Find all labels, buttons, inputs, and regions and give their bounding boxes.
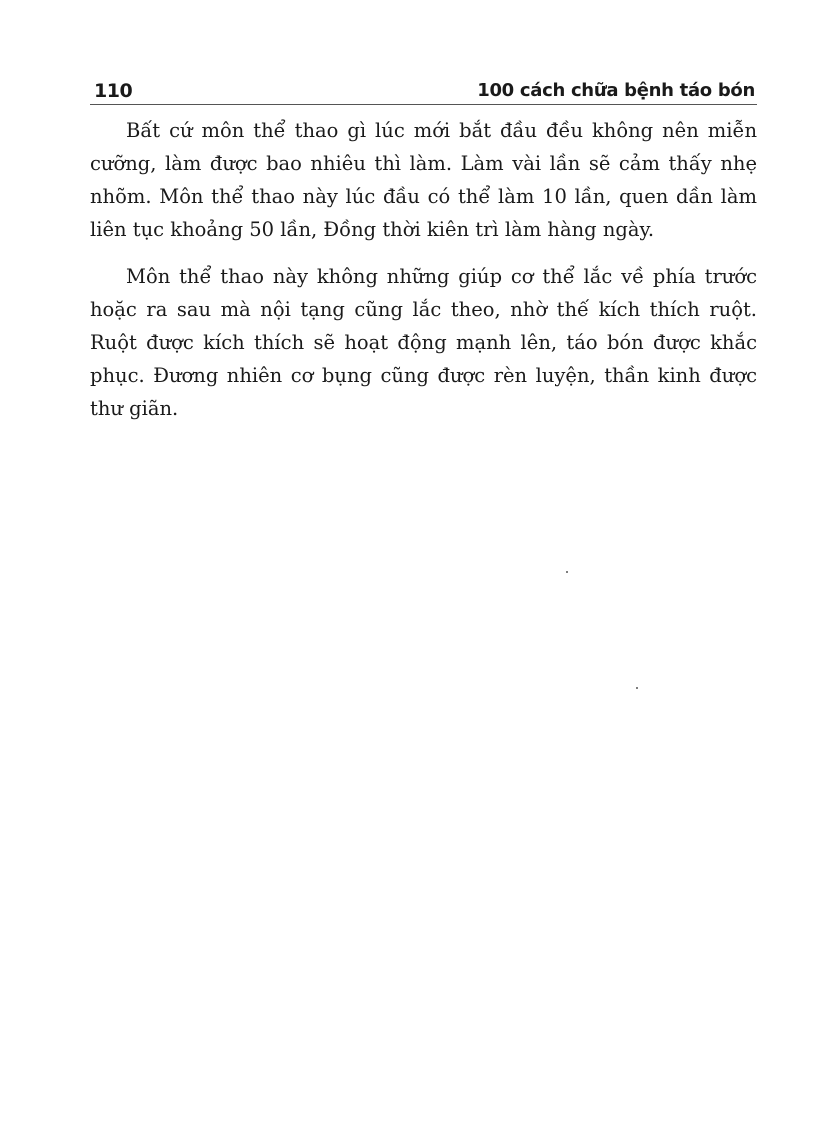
scan-speck (566, 571, 568, 573)
scan-speck (636, 687, 638, 689)
paragraph-2: Môn thể thao này không những giúp cơ thể lắc về phía trước hoặc ra sau mà nội tạng cũng lắc theo, nhờ thế kích thích ruột. Ruột được kích thích sẽ hoạt động mạnh lên, táo bón được khắc phục. Đương nhiên cơ bụng cũng được rèn luyện, thần kinh được thư giãn. (90, 265, 757, 420)
page-header (90, 78, 757, 105)
book-title: 100 cách chữa bệnh táo bón (477, 80, 755, 101)
page-number: 110 (94, 80, 133, 102)
body-text (90, 114, 757, 425)
paragraph-1: Bất cứ môn thể thao gì lúc mới bắt đầu đều không nên miễn cưỡng, làm được bao nhiêu thì làm. Làm vài lần sẽ cảm thấy nhẹ nhõm. Môn thể thao này lúc đầu có thể làm 10 lần, quen dần làm liên tục khoảng 50 lần, Đồng thời kiên trì làm hàng ngày. (90, 119, 757, 241)
